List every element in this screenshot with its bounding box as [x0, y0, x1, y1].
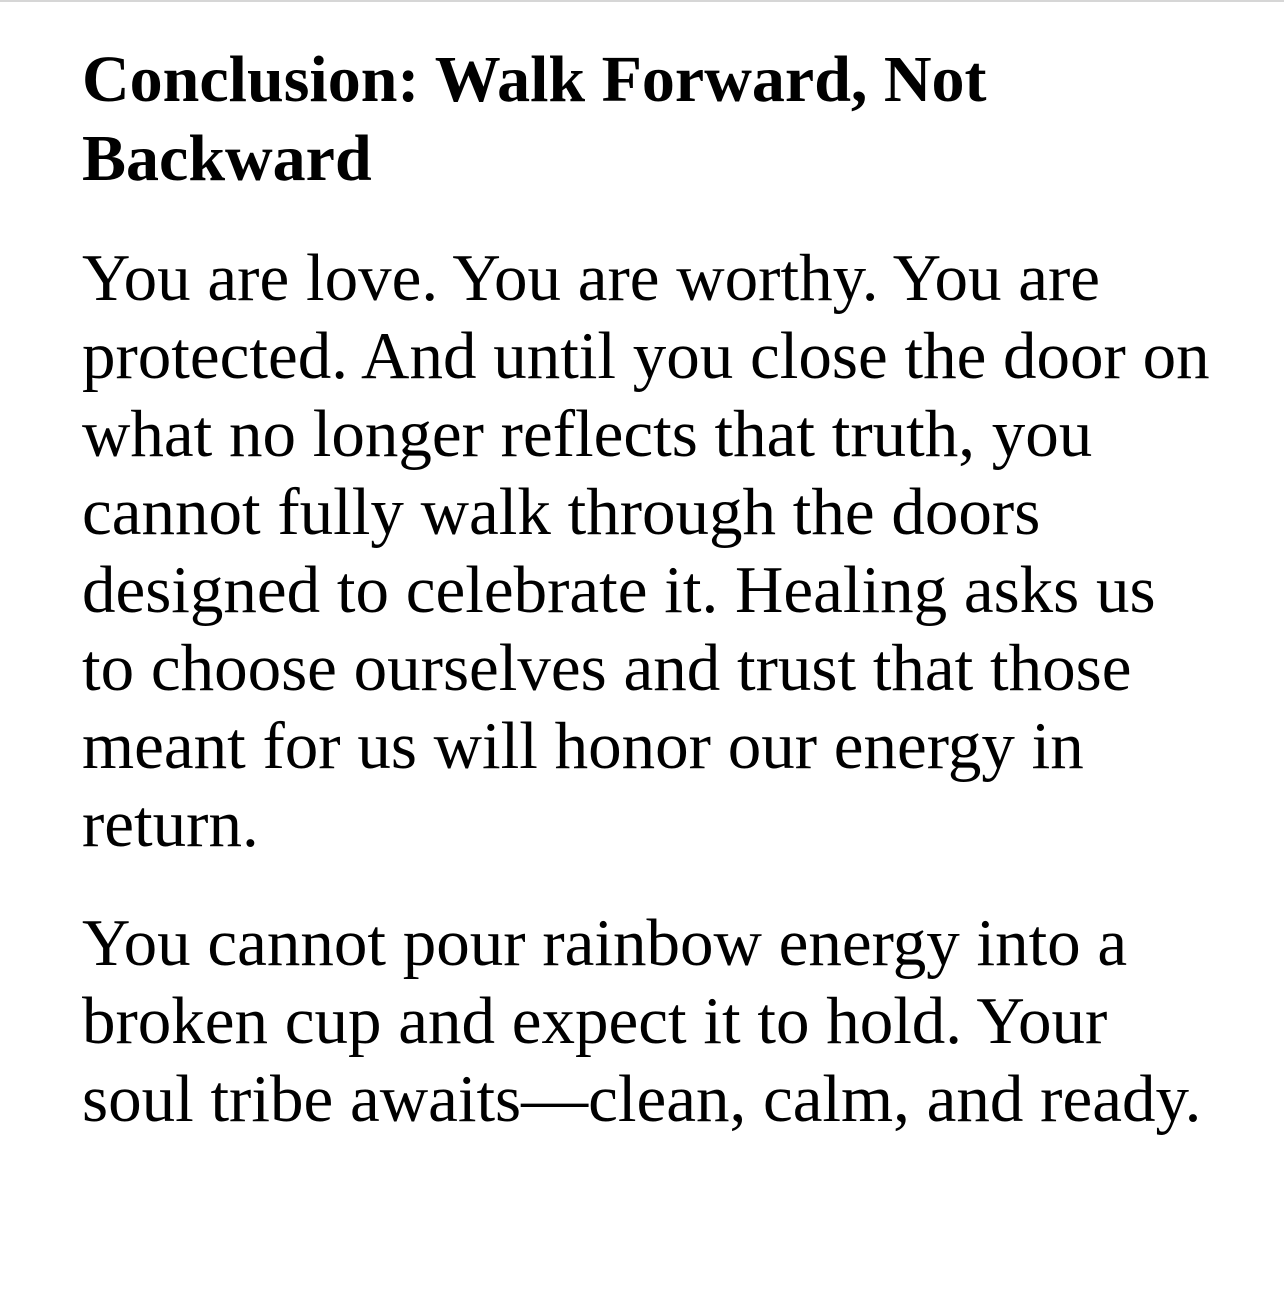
paragraph-1: You are love. You are worthy. You are protected. And until you close the door on what no longer reflects that truth, you cannot fully walk through the doors designed to celebrate it. Healing asks us to choose ourselves and trust that those meant for us will honor our energy in return. — [82, 241, 1210, 861]
section-heading: Conclusion: Walk Forward, Not Backward — [82, 43, 987, 195]
top-divider — [0, 0, 1284, 2]
paragraph-2: You cannot pour rainbow energy into a broken cup and expect it to hold. Your soul tribe awaits—clean, calm, and ready. — [82, 906, 1202, 1136]
article-body — [82, 40, 1222, 1138]
